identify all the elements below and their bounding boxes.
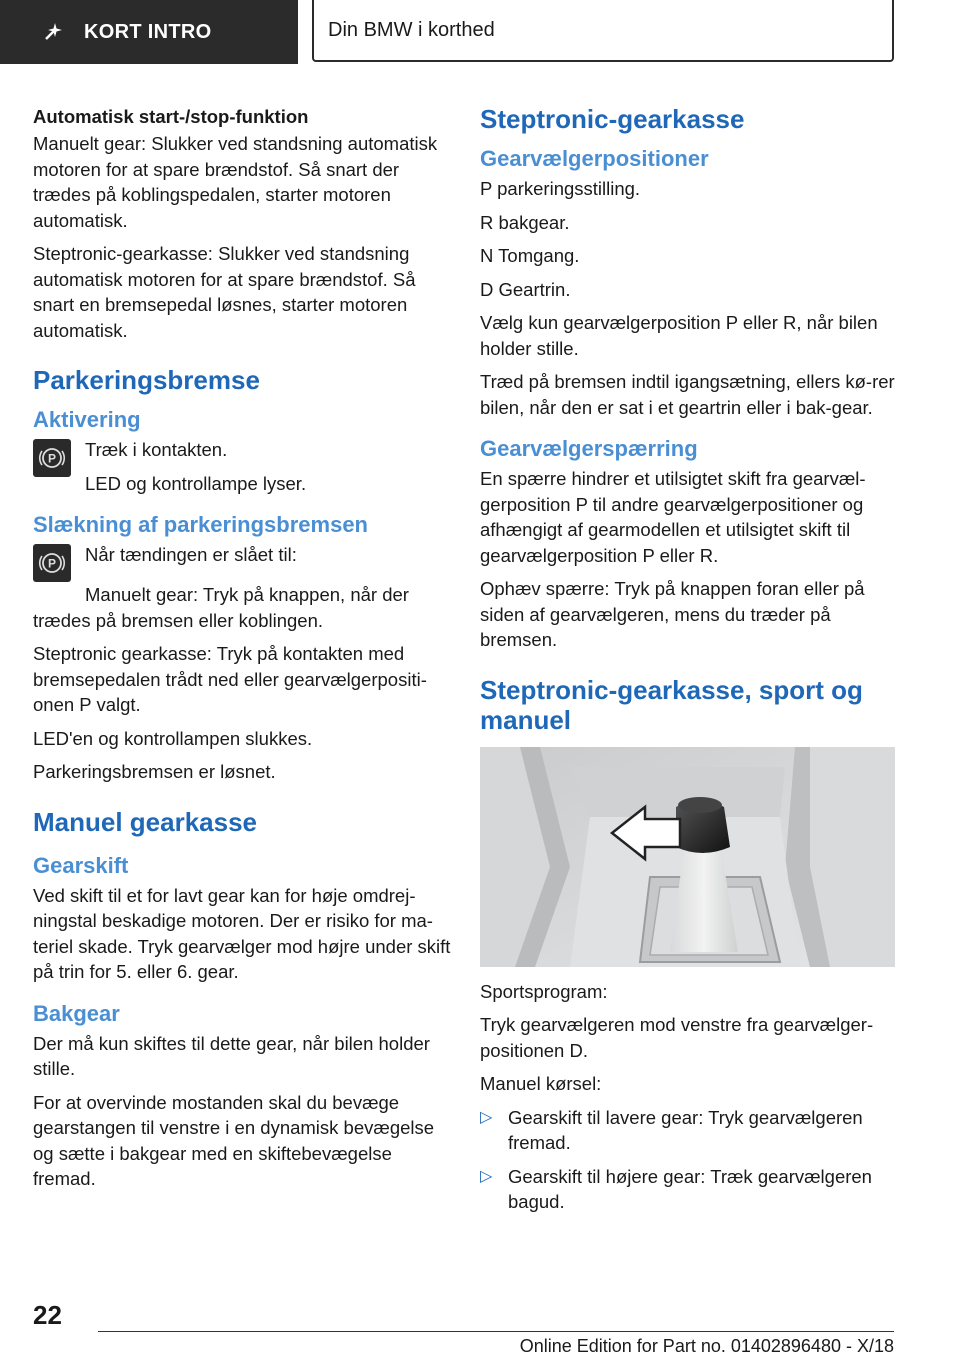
reverse-gear-heading: Bakgear <box>33 1000 120 1026</box>
sparkle-arrow-icon <box>42 21 64 43</box>
left-column <box>33 104 453 1200</box>
page-number: 22 <box>33 1300 62 1330</box>
list-item <box>480 1105 900 1156</box>
paragraph: Når tændingen er slået til: <box>85 544 297 565</box>
paragraph: Parkeringsbremsen er løsnet. <box>33 761 276 782</box>
paragraph: LED og kontrollampe lyser. <box>85 472 307 494</box>
paragraph: En spærre hindrer et utilsigtet skift fra gearvæl-gerposition P til andre gearvælgerpositioner og afhængigt af gearmodellen et utilsigtet skift til gearvælgerposition P eller R. <box>480 468 866 566</box>
paragraph: Der må kun skiftes til dette gear, når bilen holder stille. <box>33 1032 430 1079</box>
section-header <box>312 0 894 62</box>
gear-shift-heading: Gearskift <box>33 852 129 878</box>
footer-divider <box>98 1331 894 1332</box>
selector-positions-heading: Gearvælgerpositioner <box>480 146 709 171</box>
paragraph: Træk i kontakten. <box>85 439 228 460</box>
release-heading: Slækning af parkeringsbremsen <box>33 512 368 537</box>
selector-lock-heading: Gearvælgerspærring <box>480 436 698 461</box>
parking-brake-button-icon <box>33 544 71 582</box>
paragraph: Ved skift til et for lavt gear kan for høje omdrej-ningstal beskadige motoren. Der er risiko for ma-teriel skade. Tryk gearvælger mod højre under skift på trin for 5. eller 6. gear. <box>33 884 451 982</box>
activation-row <box>33 437 453 496</box>
paragraph: R bakgear. <box>480 211 570 233</box>
paragraph: D Geartrin. <box>480 278 571 300</box>
paragraph: Manuel kørsel: <box>480 1073 602 1094</box>
chapter-tab[interactable] <box>0 0 298 64</box>
paragraph: Steptronic-gearkasse: Slukker ved standsning automatisk motoren for at spare brændstof. Så snart en bremsepedal løsnes, starter motoren automatisk. <box>33 243 416 341</box>
paragraph: Ophæv spærre: Tryk på knappen foran eller på siden af gearvælgeren, mens du træder på bremsen. <box>480 578 865 650</box>
paragraph: Manuelt gear: Tryk på knappen, når der trædes på bremsen eller koblingen. <box>33 584 409 631</box>
bullet-triangle-icon: ▷ <box>480 1167 493 1185</box>
list-item-text: Gearskift til lavere gear: Tryk gearvælgeren fremad. <box>508 1106 863 1153</box>
paragraph: Tryk gearvælgeren mod venstre fra gearvælger-positionen D. <box>480 1014 874 1061</box>
svg-text:P: P <box>47 451 57 466</box>
release-row <box>33 542 453 582</box>
paragraph: N Tomgang. <box>480 245 580 266</box>
right-column <box>480 104 900 1223</box>
activation-heading: Aktivering <box>33 407 141 432</box>
paragraph: Sportsprogram: <box>480 980 608 1002</box>
gear-selector-illustration <box>480 747 895 967</box>
parking-brake-button-icon <box>33 439 71 477</box>
paragraph: Steptronic gearkasse: Tryk på kontakten med bremsepedalen trådt ned eller gearvælgerpositi-onen P valgt. <box>33 643 427 715</box>
paragraph: For at overvinde mostanden skal du bevæge gearstangen til venstre i en dynamisk bevægelse og sætte i bakgear med en skiftebevægelse fremad. <box>33 1091 435 1189</box>
paragraph: P parkeringsstilling. <box>480 178 641 199</box>
manual-gearbox-heading: Manuel gearkasse <box>33 806 258 837</box>
list-item-text: Gearskift til højere gear: Træk gearvælgeren bagud. <box>508 1165 872 1212</box>
paragraph: LED'en og kontrollampen slukkes. <box>33 727 313 749</box>
parking-brake-heading: Parkeringsbremse <box>33 365 260 395</box>
chapter-tab-label: KORT INTRO <box>84 20 212 43</box>
footer-edition: Online Edition for Part no. 01402896480 - X/18 <box>519 1336 894 1356</box>
list-item <box>480 1164 900 1215</box>
paragraph: Træd på bremsen indtil igangsætning, ellers kø-rer bilen, når den er sat i et geartrin eller i bak-gear. <box>480 371 895 418</box>
section-title: Din BMW i korthed <box>328 18 495 41</box>
paragraph: Manuelt gear: Slukker ved standsning automatisk motoren for at spare brændstof. Så snart der trædes på koblingspedalen, starter motoren automatisk. <box>33 133 438 231</box>
paragraph: Vælg kun gearvælgerposition P eller R, når bilen holder stille. <box>480 312 878 359</box>
steptronic-heading: Steptronic-gearkasse <box>480 104 745 134</box>
sport-manual-heading: Steptronic-gearkasse, sport og manuel <box>480 674 863 735</box>
auto-start-stop-heading: Automatisk start-/stop-funktion <box>33 106 309 127</box>
svg-text:P: P <box>47 556 57 571</box>
bullet-triangle-icon: ▷ <box>480 1108 493 1126</box>
